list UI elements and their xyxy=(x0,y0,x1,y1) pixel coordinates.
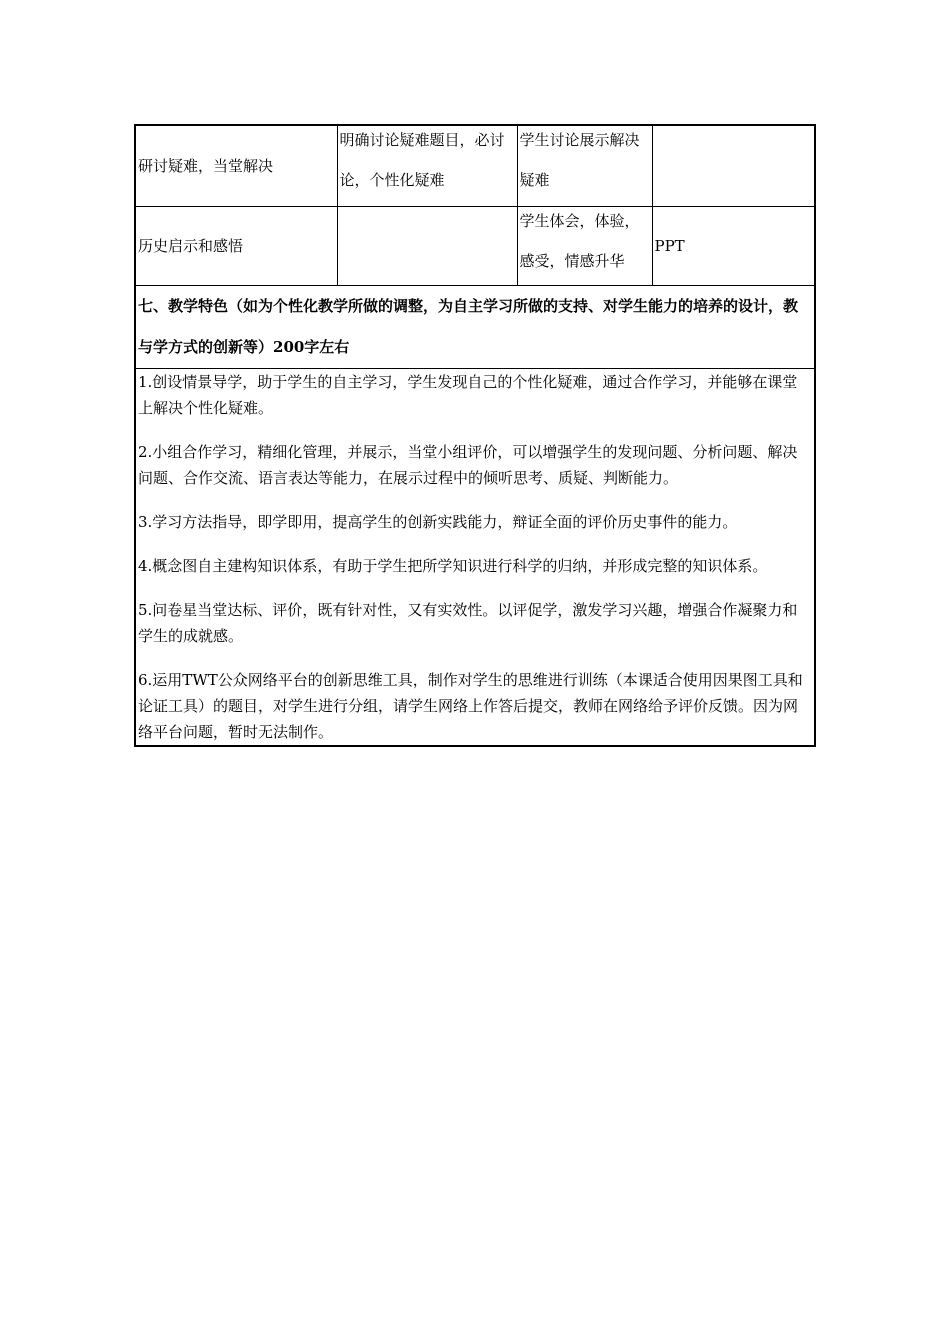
stage-cell xyxy=(135,125,337,207)
teacher-activity-text: 明确讨论疑难题目，必讨论，个性化疑难 xyxy=(339,131,505,189)
student-activity-text: 学生体会，体验，感受，情感升华 xyxy=(519,212,640,270)
student-activity-text: 学生讨论展示解决疑难 xyxy=(519,131,640,189)
section-heading: 七、教学特色（如为个性化教学所做的调整，为自主学习所做的支持、对学生能力的培养的设计，教与学方式的创新等）200字左右 xyxy=(138,297,799,356)
stage-cell xyxy=(135,207,337,286)
feature-item: 6.运用TWT公众网络平台的创新思维工具，制作对学生的思维进行训练（本课适合使用因果图工具和论证工具）的题目，对学生进行分组，请学生网络上作答后提交，教师在网络给予评价反馈。因为网络平台问题，暂时无法制作。 xyxy=(138,671,803,741)
stage-text: 历史启示和感悟 xyxy=(138,237,244,255)
media-cell xyxy=(652,125,815,207)
features-row xyxy=(135,369,815,747)
feature-item: 2.小组合作学习，精细化管理，并展示，当堂小组评价，可以增强学生的发现问题、分析问题、解决问题、合作交流、语言表达等能力，在展示过程中的倾听思考、质疑、判断能力。 xyxy=(138,443,798,487)
student-activity-cell xyxy=(517,125,652,207)
table-row xyxy=(135,207,815,286)
feature-item: 5.问卷星当堂达标、评价，既有针对性，又有实效性。以评促学，激发学习兴趣，增强合作凝聚力和学生的成就感。 xyxy=(138,601,798,645)
feature-item: 4.概念图自主建构知识体系，有助于学生把所学知识进行科学的归纳，并形成完整的知识体系。 xyxy=(138,557,768,575)
section-heading-cell xyxy=(135,286,815,369)
feature-item: 3.学习方法指导，即学即用，提高学生的创新实践能力，辩证全面的评价历史事件的能力。 xyxy=(138,513,738,531)
lesson-plan-table xyxy=(134,124,816,747)
media-cell xyxy=(652,207,815,286)
student-activity-cell xyxy=(517,207,652,286)
teacher-activity-cell xyxy=(337,125,517,207)
feature-item: 1.创设情景导学，助于学生的自主学习，学生发现自己的个性化疑难，通过合作学习，并能够在课堂上解决个性化疑难。 xyxy=(138,373,798,417)
features-cell xyxy=(135,369,815,747)
stage-text: 研讨疑难，当堂解决 xyxy=(138,157,274,175)
section-heading-row xyxy=(135,286,815,369)
table-row xyxy=(135,125,815,207)
teacher-activity-cell xyxy=(337,207,517,286)
media-text: PPT xyxy=(654,237,685,255)
